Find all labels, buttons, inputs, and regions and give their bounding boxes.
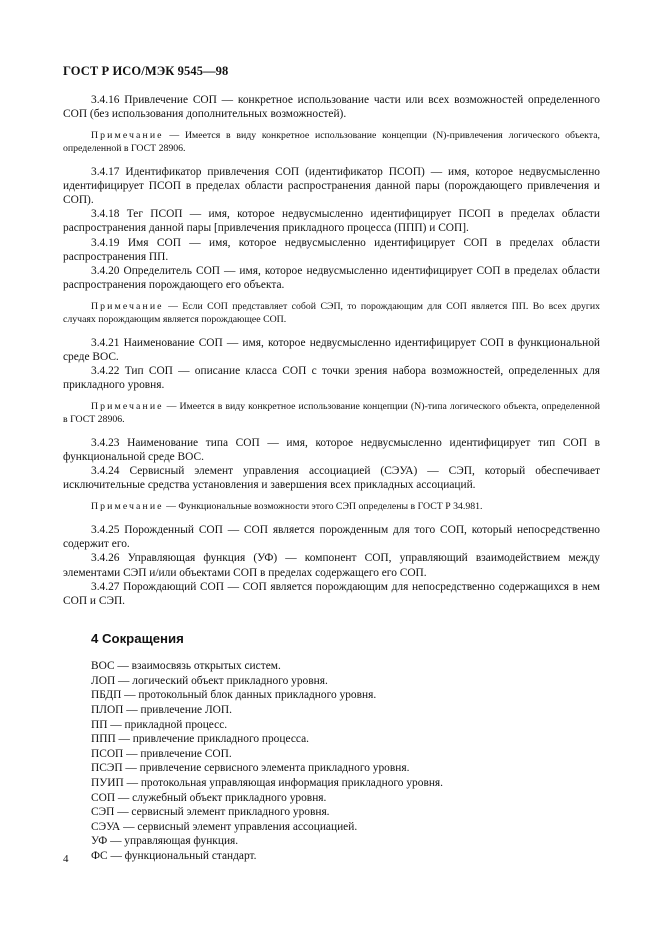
abbreviation-item: СЭП — сервисный элемент прикладного уровня. xyxy=(91,806,330,819)
definition-paragraph: 3.4.26 Управляющая функция (УФ) — компонент СОП, управляющий взаимодействием между элементами СЭП и/или объектами СОП в пределах содержащего его СОП. xyxy=(63,552,600,579)
definition-paragraph: 3.4.25 Порожденный СОП — СОП является порожденным для того СОП, который непосредственно содержит его. xyxy=(63,524,600,551)
definition-paragraph: 3.4.17 Идентификатор привлечения СОП (идентификатор ПСОП) — имя, которое недвусмысленно идентифицирует ПСОП в пределах области распространения данной пары (порождающего привлечения и СОП). xyxy=(63,165,600,206)
document-header: ГОСТ Р ИСО/МЭК 9545—98 xyxy=(63,64,229,78)
note-text: — Функциональные возможности этого СЭП определены в ГОСТ Р 34.981. xyxy=(163,501,483,513)
abbreviation-item: ПСЭП — привлечение сервисного элемента прикладного уровня. xyxy=(91,762,410,775)
abbreviation-item: УФ — управляющая функция. xyxy=(91,835,239,848)
definition-paragraph: 3.4.21 Наименование СОП — имя, которое недвусмысленно идентифицирует СОП в функциональной среде ВОС. xyxy=(63,336,600,363)
section-title: 4 Сокращения xyxy=(91,631,184,647)
note-label: Примечание xyxy=(91,401,164,413)
abbreviation-item: ВОС — взаимосвязь открытых систем. xyxy=(91,660,281,673)
note-paragraph xyxy=(63,501,600,514)
note-text: — Имеется в виду конкретное использование концепции (N)-привлечения логического объекта, определенной в ГОСТ 28906. xyxy=(63,130,600,154)
note-label: Примечание xyxy=(91,301,164,313)
abbreviation-item: СЭУА — сервисный элемент управления ассоциацией. xyxy=(91,820,358,833)
definition-paragraph: 3.4.16 Привлечение СОП — конкретное использование части или всех возможностей определенного СОП (без использования дополнительных возможностей). xyxy=(63,94,600,121)
definition-paragraph: 3.4.20 Определитель СОП — имя, которое недвусмысленно идентифицирует СОП в пределах области распространения порождающего его объекта. xyxy=(63,265,600,292)
abbreviation-item: ПЛОП — привлечение ЛОП. xyxy=(91,704,232,717)
definition-paragraph: 3.4.19 Имя СОП — имя, которое недвусмысленно идентифицирует СОП в пределах области распространения ПП. xyxy=(63,236,600,263)
definition-paragraph: 3.4.18 Тег ПСОП — имя, которое недвусмысленно идентифицирует ПСОП в пределах области распространения данной пары [привлечения прикладного процесса (ППП) и СОП]. xyxy=(63,208,600,235)
definition-paragraph: 3.4.27 Порождающий СОП — СОП является порождающим для непосредственно содержащихся в нем СОП и СЭП. xyxy=(63,580,600,608)
abbreviation-item: СОП — служебный объект прикладного уровня. xyxy=(91,791,327,804)
abbreviation-item: ФС — функциональный стандарт. xyxy=(91,849,257,862)
note-text: — Имеется в виду конкретное использование концепции (N)-типа логического объекта, определенной в ГОСТ 28906. xyxy=(63,401,600,426)
definition-paragraph: 3.4.22 Тип СОП — описание класса СОП с точки зрения набора возможностей, определенных для прикладного уровня. xyxy=(63,365,600,392)
abbreviation-item: ПБДП — протокольный блок данных прикладного уровня. xyxy=(91,689,377,702)
note-label: Примечание xyxy=(91,130,164,142)
abbreviation-item: ПУИП — протокольная управляющая информация прикладного уровня. xyxy=(91,776,444,789)
note-text: — Если СОП представляет собой СЭП, то порождающим для СОП является ПП. Во всех других случаях порождающим является порождающее СОП. xyxy=(63,301,600,326)
note-paragraph xyxy=(63,130,600,155)
abbreviation-item: ПСОП — привлечение СОП. xyxy=(91,747,232,760)
note-paragraph xyxy=(63,301,600,326)
note-label: Примечание xyxy=(91,501,164,513)
definition-paragraph: 3.4.24 Сервисный элемент управления ассоциацией (СЭУА) — СЭП, который обеспечивает исключительные средства установления и завершения всех прикладных ассоциаций. xyxy=(63,465,600,492)
definition-paragraph: 3.4.23 Наименование типа СОП — имя, которое недвусмысленно идентифицирует тип СОП в функциональной среде ВОС. xyxy=(63,436,600,463)
document-body xyxy=(63,93,600,864)
note-paragraph xyxy=(63,401,600,426)
abbreviation-item: ПП — прикладной процесс. xyxy=(91,718,228,731)
abbreviations-list xyxy=(63,659,600,863)
abbreviation-item: ППП — привлечение прикладного процесса. xyxy=(91,733,309,746)
abbreviation-item: ЛОП — логический объект прикладного уровня. xyxy=(91,674,328,687)
page-number: 4 xyxy=(63,853,69,865)
definitions-list xyxy=(63,93,600,608)
